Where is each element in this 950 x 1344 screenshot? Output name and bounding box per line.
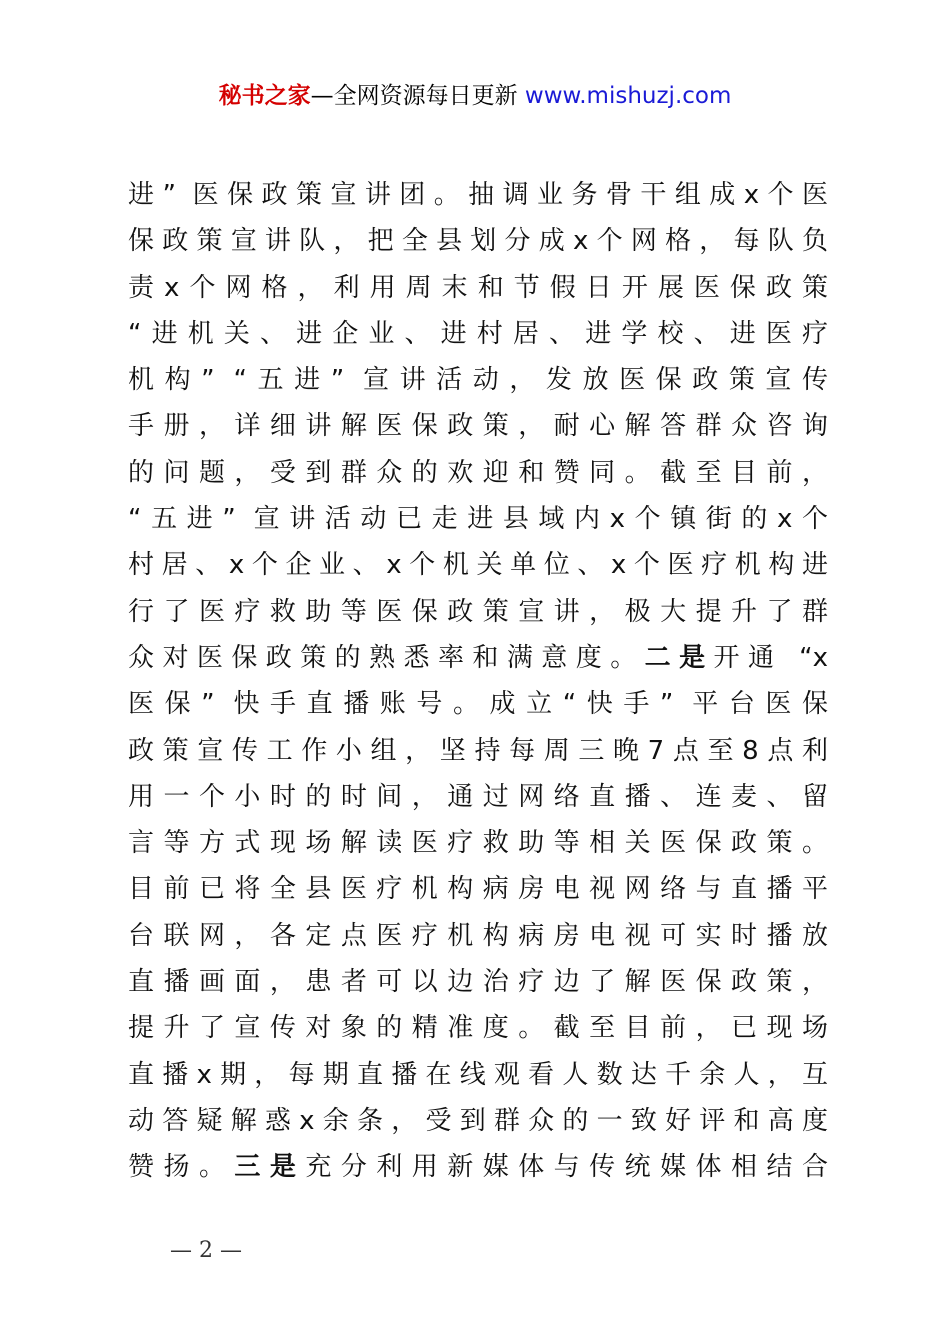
text-segment: 责x个网格，利用周末和节假日开展医保政策	[128, 272, 828, 303]
text-line	[128, 403, 828, 449]
bold-lead-in: 三是	[234, 1152, 306, 1183]
text-line	[128, 820, 828, 866]
text-segment: 保政策宣讲队，把全县划分成x个网格，每队负	[128, 226, 828, 257]
text-line	[128, 218, 828, 264]
text-segment: 直播x期，每期直播在线观看人数达千余人，互	[128, 1059, 828, 1090]
text-segment: 直播画面，患者可以边治疗边了解医保政策，	[128, 967, 828, 998]
site-slogan: —全网资源每日更新	[310, 83, 518, 109]
text-line	[128, 774, 828, 820]
text-line	[128, 959, 828, 1005]
text-segment: 开通 “x	[713, 642, 828, 673]
text-segment: 手册，详细讲解医保政策，耐心解答群众咨询	[128, 411, 828, 442]
text-line	[128, 728, 828, 774]
text-line	[128, 1144, 828, 1190]
bold-lead-in: 二是	[644, 642, 714, 673]
text-segment: 机构” “五进” 宣讲活动，发放医保政策宣传	[128, 365, 828, 396]
text-line	[128, 311, 828, 357]
text-line	[128, 542, 828, 588]
text-line	[128, 172, 828, 218]
text-segment: 的问题，受到群众的欢迎和赞同。截至目前，	[128, 457, 828, 488]
site-url-link[interactable]: www.mishuzj.com	[524, 83, 732, 109]
text-segment: 用一个小时的时间，通过网络直播、连麦、留	[128, 781, 828, 812]
text-segment: 目前已将全县医疗机构病房电视网络与直播平	[128, 874, 828, 905]
text-line	[128, 357, 828, 403]
text-segment: 台联网，各定点医疗机构病房电视可实时播放	[128, 920, 828, 951]
site-brand: 秘书之家	[218, 83, 311, 109]
text-line	[128, 1098, 828, 1144]
text-segment: 赞扬。	[128, 1152, 235, 1183]
document-body	[128, 172, 828, 1191]
page-number: — 2 —	[170, 1238, 242, 1263]
text-segment: 言等方式现场解读医疗救助等相关医保政策。	[128, 828, 828, 859]
text-segment: “进机关、进企业、进村居、进学校、进医疗	[128, 318, 828, 349]
text-segment: 众对医保政策的熟悉率和满意度。	[128, 642, 645, 673]
text-segment: “五进” 宣讲活动已走进县域内x个镇街的x个	[128, 504, 828, 535]
text-segment: 进” 医保政策宣讲团。抽调业务骨干组成x个医	[128, 180, 828, 210]
text-segment: 提升了宣传对象的精准度。截至目前，已现场	[128, 1013, 828, 1044]
text-segment: 村居、x个企业、x个机关单位、x个医疗机构进	[128, 550, 828, 581]
text-line	[128, 635, 828, 681]
text-segment: 医保” 快手直播账号。成立“快手” 平台医保	[128, 689, 828, 720]
text-segment: 行了医疗救助等医保政策宣讲，极大提升了群	[128, 596, 828, 627]
text-line	[128, 681, 828, 727]
text-segment: 动答疑解惑x余条，受到群众的一致好评和高度	[128, 1105, 828, 1136]
text-line	[128, 450, 828, 496]
text-line	[128, 866, 828, 912]
text-line	[128, 1005, 828, 1051]
text-segment: 政策宣传工作小组，坚持每周三晚7点至8点利	[128, 735, 828, 766]
text-line	[128, 496, 828, 542]
text-line	[128, 265, 828, 311]
site-header	[0, 80, 950, 112]
text-segment: 充分利用新媒体与传统媒体相结合	[305, 1152, 828, 1183]
text-line	[128, 1052, 828, 1098]
text-line	[128, 913, 828, 959]
text-line	[128, 589, 828, 635]
